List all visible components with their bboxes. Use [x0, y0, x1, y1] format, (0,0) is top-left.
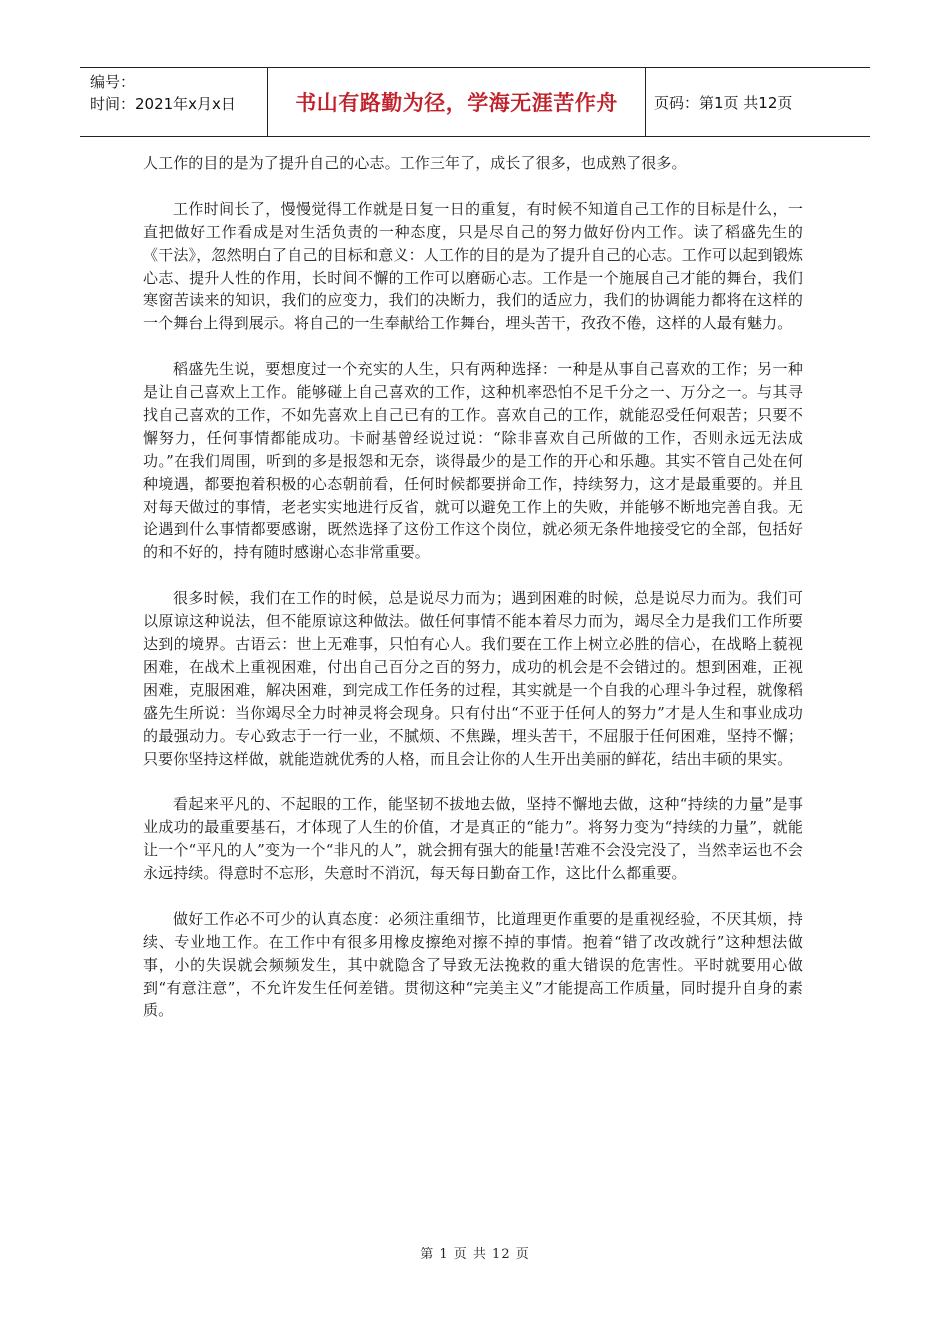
header-meta-cell: [80, 68, 268, 136]
serial-number-label: 编号：: [90, 73, 136, 91]
paragraph: 做好工作必不可少的认真态度：必须注重细节，比道理更作重要的是重视经验，不厌其烦，持续、专业地工作。在工作中有很多用橡皮擦绝对擦不掉的事情。抱着“错了改改就行”这种想法做事，小的失误就会频频发生，其中就隐含了导致无法挽救的重大错误的危害性。平时就要用心做到“有意注意”，不允许发生任何差错。贯彻这种“完美主义”才能提高工作质量，同时提升自身的素质。: [143, 909, 803, 1020]
page-header: [80, 67, 870, 137]
header-page-info: 页码：第1页 共12页: [654, 93, 793, 112]
paragraph: 很多时候，我们在工作的时候，总是说尽力而为；遇到困难的时候，总是说尽力而为。我们可以原谅这种说法，但不能原谅这种做法。做任何事情不能本着尽力而为，竭尽全力是我们工作所要达到的境界。古语云：世上无难事，只怕有心人。我们要在工作上树立必胜的信心，在战略上藐视困难，在战术上重视困难，付出自己百分之百的努力，成功的机会是不会错过的。想到困难，正视困难，克服困难，解决困难，到完成工作任务的过程，其实就是一个自我的心理斗争过程，就像稻盛先生所说：当你竭尽全力时神灵将会现身。只有付出“不亚于任何人的努力”才是人生和事业成功的最强动力。专心致志于一行一业，不腻烦、不焦躁，埋头苦干，不屈服于任何困难，坚持不懈；只要你坚持这样做，就能造就优秀的人格，而且会让你的人生开出美丽的鲜花，结出丰硕的果实。: [143, 589, 803, 768]
document-body: [143, 152, 803, 1045]
paragraph: 人工作的目的是为了提升自己的心志。工作三年了，成长了很多，也成熟了很多。: [143, 154, 687, 172]
paragraph: 看起来平凡的、不起眼的工作，能坚韧不拔地去做，坚持不懈地去做，这种“持续的力量”是事业成功的最重要基石，才体现了人生的价值，才是真正的“能力”。将努力变为“持续的力量”，就能让一个“平凡的人”变为一个“非凡的人”，就会拥有强大的能量!苦难不会没完没了，当然幸运也不会永远持续。得意时不忘形，失意时不消沉，每天每日勤奋工作，这比什么都重要。: [143, 795, 803, 883]
paragraph: 工作时间长了，慢慢觉得工作就是日复一日的重复，有时候不知道自己工作的目标是什么，一直把做好工作看成是对生活负责的一种态度，只是尽自己的努力做好份内工作。读了稻盛先生的《干法》，忽然明白了自己的目标和意义：人工作的目的是为了提升自己的心志。工作可以起到锻炼心志、提升人性的作用，长时间不懈的工作可以磨砺心志。工作是一个施展自己才能的舞台，我们寒窗苦读来的知识，我们的应变力，我们的决断力，我们的适应力，我们的协调能力都将在这样的一个舞台上得到展示。将自己的一生奉献给工作舞台，埋头苦干，孜孜不倦，这样的人最有魅力。: [143, 199, 803, 333]
page-footer: 第 1 页 共 12 页: [420, 1247, 530, 1262]
header-motto: 书山有路勤为径，学海无涯苦作舟: [268, 68, 646, 136]
date-label: 时间：2021年x月x日: [90, 95, 236, 113]
paragraph: 稻盛先生说，要想度过一个充实的人生，只有两种选择：一种是从事自己喜欢的工作；另一种是让自己喜欢上工作。能够碰上自己喜欢的工作，这种机率恐怕不足千分之一、万分之一。与其寻找自己喜欢的工作，不如先喜欢上自己已有的工作。喜欢自己的工作，就能忍受任何艰苦；只要不懈努力，任何事情都能成功。卡耐基曾经说过说：“除非喜欢自己所做的工作，否则永远无法成功。”在我们周围，听到的多是报怨和无奈，谈得最少的是工作的开心和乐趣。其实不管自己处在何种境遇，都要抱着积极的心态朝前看，任何时候都要拼命工作，持续努力，这才是最重要的。并且对每天做过的事情，老老实实地进行反省，就可以避免工作上的失败，并能够不断地完善自我。无论遇到什么事情都要感谢，既然选择了这份工作这个岗位，就必须无条件地接受它的全部，包括好的和不好的，持有随时感谢心态非常重要。: [143, 360, 803, 562]
